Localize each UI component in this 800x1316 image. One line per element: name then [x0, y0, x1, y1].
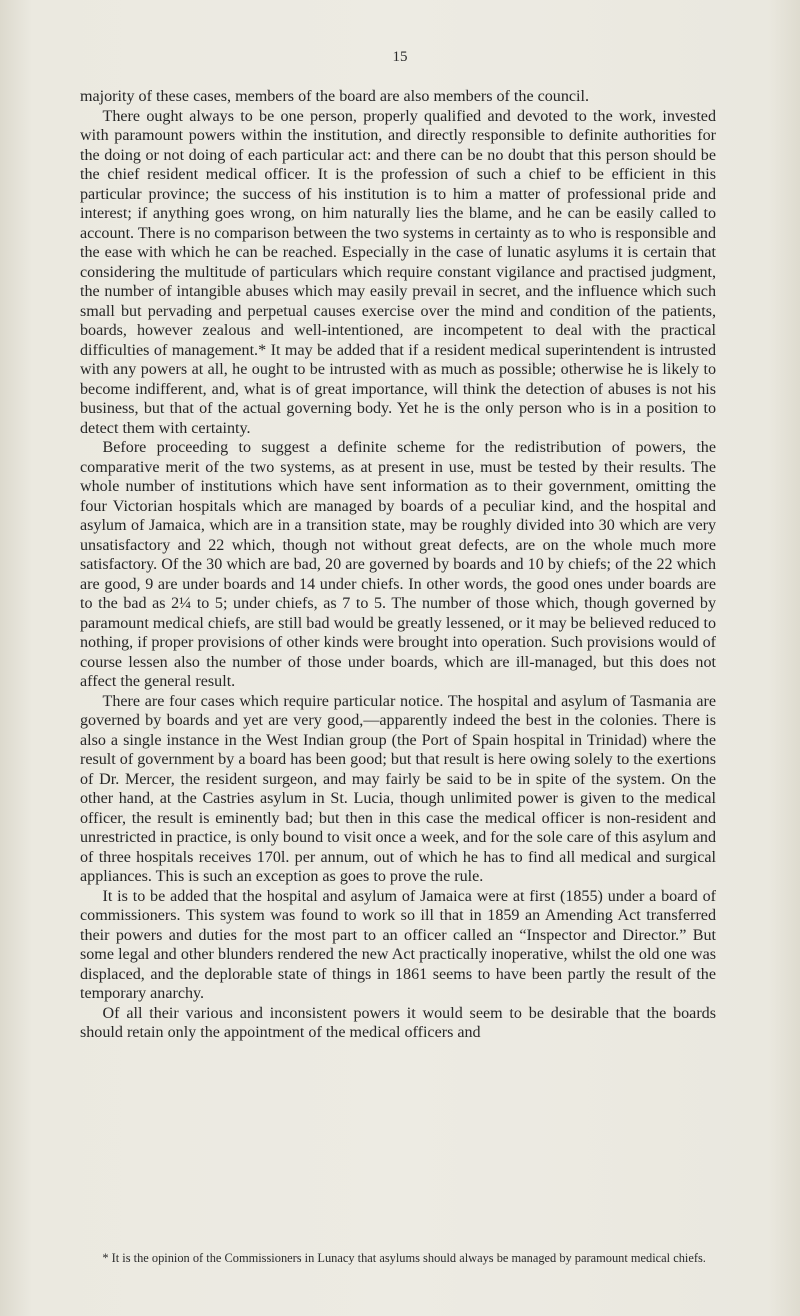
body-text [80, 87, 716, 1043]
paragraph-jamaica: It is to be added that the hospital and asylum of Jamaica were at first (1855) under a board of commissioners. This system was found to work so ill that in 1859 an Amending Act transferred their powers and duties for the most part to an officer called an “Inspector and Director.” But some legal and other blunders rendered the new Act practically inoperative, whilst the old one was displaced, and the deplorable state of things in 1861 seems to have been partly the result of the temporary anarchy. [80, 887, 716, 1002]
paragraph-responsible-officer: There ought always to be one person, properly qualified and devoted to the work, invested with paramount powers within the institution, and directly responsible to definite authorities for the doing or not doing of each particular act: and there can be no doubt that this person should be the chief resident medical officer. It is the profession of such a chief to be efficient in this particular province; the success of his institution is to him a matter of professional pride and interest; if anything goes wrong, on him naturally lies the blame, and he can be easily called to account. There is no comparison between the two systems in certainty as to who is responsible and the ease with which he can be reached. Especially in the case of lunatic asylums it is certain that considering the multitude of particulars which require constant vigilance and practised judgment, the number of intangible abuses which may easily prevail in secret, and the influence which such small but pervading and perpetual causes exercise over the mind and condition of the patients, boards, however zealous and well-intentioned, are incompetent to deal with the practical difficulties of management.* It may be added that if a resident medical superintendent is intrusted with any powers at all, he ought to be intrusted with as much as possible; otherwise he is likely to become indifferent, and, what is of great importance, will think the detection of abuses is not his business, but that of the actual governing body. Yet he is the only person who is in a position to detect them with certainty. [80, 107, 716, 437]
paragraph-comparative-results: Before proceeding to suggest a definite scheme for the redistribution of powers, the comparative merit of the two systems, as at present in use, must be tested by their results. The whole number of institutions which have sent information as to their government, omitting the four Victorian hospitals which are managed by boards of a peculiar kind, and the hospital and asylum of Jamaica, which are in a transition state, may be roughly divided into 30 which are very unsatisfactory and 22 which, though not without great defects, are on the whole much more satisfactory. Of the 30 which are bad, 20 are governed by boards and 10 by chiefs; of the 22 which are good, 9 are under boards and 14 under chiefs. In other words, the good ones under boards are to the bad as 2¼ to 5; under chiefs, as 7 to 5. The number of those which, though governed by paramount medical chiefs, are still bad would be greatly lessened, or it may be believed reduced to nothing, if proper provisions of other kinds were brought into operation. Such provisions would of course lessen also the number of those under boards, which are ill-managed, but this does not affect the general result. [80, 439, 716, 690]
paragraph-special-cases: There are four cases which require particular notice. The hospital and asylum of Tasmania are governed by boards and yet are very good,—apparently indeed the best in the colonies. There is also a single instance in the West Indian group (the Port of Spain hospital in Trinidad) where the result of government by a board has been good; but that result is here owing solely to the exertions of Dr. Mercer, the resident surgeon, and may fairly be said to be in spite of the system. On the other hand, at the Castries asylum in St. Lucia, though unlimited power is given to the medical officer, the result is eminently bad; but then in this case the medical officer is non-resident and unrestricted in practice, is only bound to visit once a week, and for the sole care of this asylum and of three hospitals receives 170l. per annum, out of which he has to find all medical and surgical appliances. This is such an exception as goes to prove the rule. [80, 692, 716, 885]
footnote: * It is the opinion of the Commissioners in Lunacy that asylums should always be managed by paramount medical chiefs. [102, 1251, 706, 1265]
page-number: 15 [392, 49, 408, 65]
paragraph-boards-powers: Of all their various and inconsistent powers it would seem to be desirable that the boards should retain only the appointment of the medical officers and [80, 1004, 716, 1041]
paragraph-continuation: majority of these cases, members of the board are also members of the council. [80, 88, 590, 105]
